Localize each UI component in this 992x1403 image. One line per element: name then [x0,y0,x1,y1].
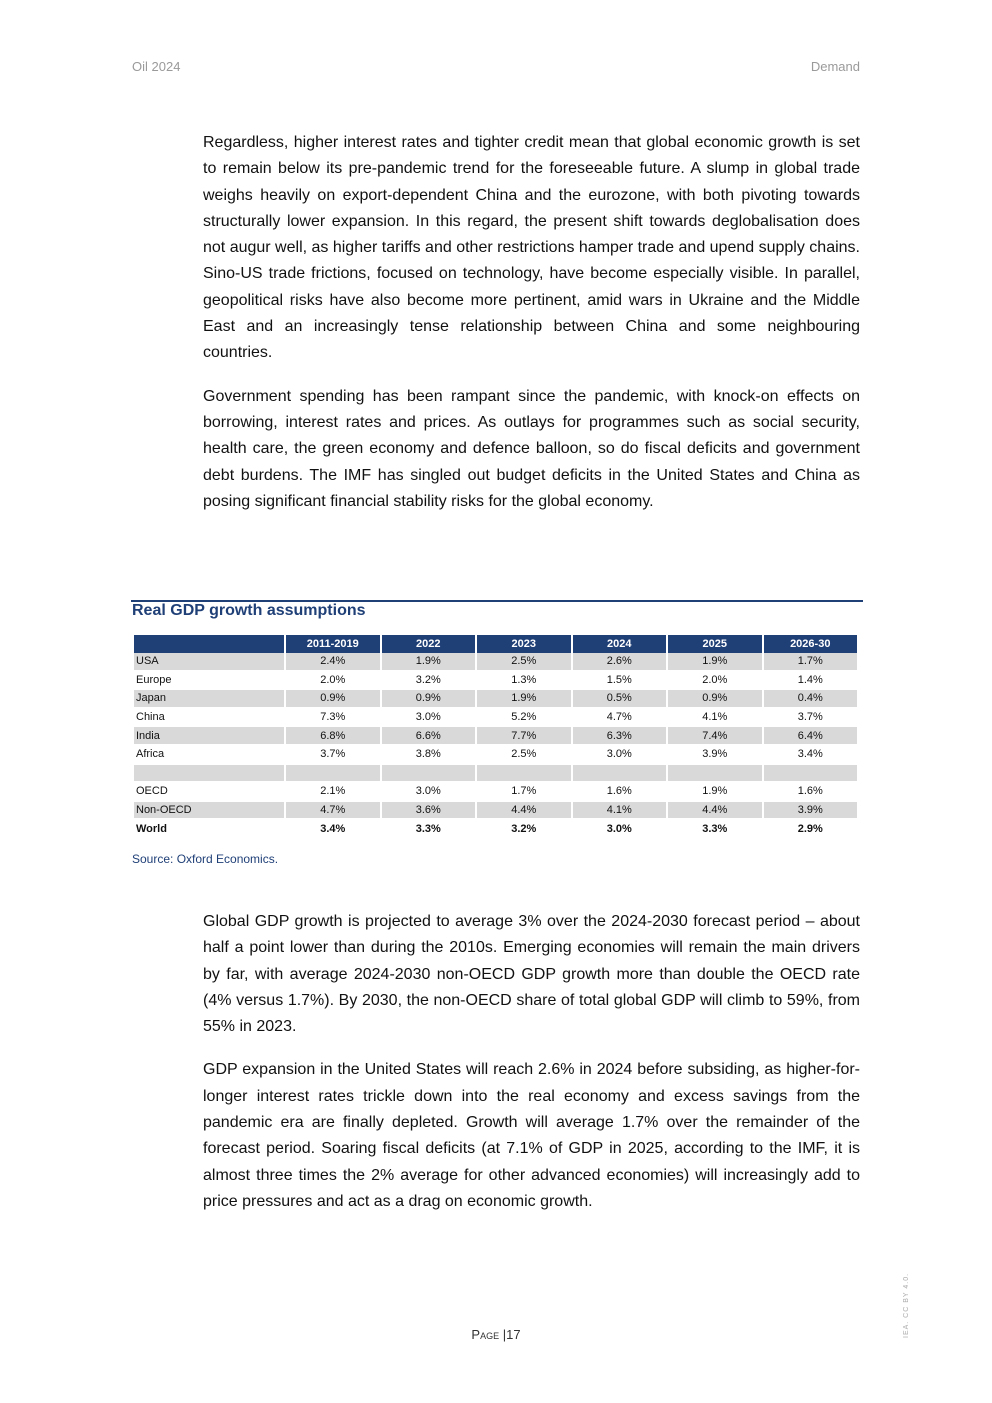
table-cell: 3.6% [382,802,476,821]
row-label: USA [134,653,284,672]
table-cell: 7.7% [477,727,571,746]
table-cell: 1.7% [764,653,858,672]
table-cell: 3.0% [573,820,667,839]
page-number: 17 [506,1327,521,1342]
row-label: Africa [134,746,284,765]
table-cell: 2.4% [286,653,380,672]
table-cell [573,765,667,784]
table-cell: 2.5% [477,653,571,672]
table-row [134,820,857,839]
body-text-top [203,130,860,532]
column-header: 2024 [573,635,667,653]
row-label: OECD [134,783,284,802]
table-cell: 0.9% [286,690,380,709]
table-cell: 3.7% [764,709,858,728]
table-cell: 5.2% [477,709,571,728]
table-cell: 1.9% [668,653,762,672]
table-cell: 0.5% [573,690,667,709]
table-cell: 3.2% [382,672,476,691]
row-label: Non-OECD [134,802,284,821]
table-cell: 1.4% [764,672,858,691]
page-separator: | [502,1327,507,1342]
running-header-section: Demand [810,59,860,74]
table-cell: 1.5% [573,672,667,691]
paragraph: Government spending has been rampant since the pandemic, with knock-on effects on borrowing, interest rates and prices. As outlays for programmes such as social security, health care, the green economy and defence balloon, so do fiscal deficits and government debt burdens. The IMF has singled out budget deficits in the United States and China as posing significant financial stability risks for the global economy. [203,387,860,510]
table-cell: 2.0% [286,672,380,691]
table-cell [764,765,858,784]
table-cell: 2.1% [286,783,380,802]
table-cell: 4.7% [286,802,380,821]
table-cell: 2.5% [477,746,571,765]
column-header: 2025 [668,635,762,653]
table-row [134,709,857,728]
table-cell: 0.4% [764,690,858,709]
column-header [134,635,284,653]
table-cell: 6.8% [286,727,380,746]
table-row [134,690,857,709]
table-cell: 4.1% [573,802,667,821]
table-cell: 0.9% [668,690,762,709]
table-cell: 1.9% [382,653,476,672]
table-cell: 3.3% [668,820,762,839]
table-cell: 1.9% [477,690,571,709]
table-cell: 3.9% [668,746,762,765]
table-cell: 4.1% [668,709,762,728]
license-note: IEA. CC BY 4.0. [903,1272,910,1338]
row-label [134,765,284,784]
table-title: Real GDP growth assumptions [132,602,366,619]
column-header: 2022 [382,635,476,653]
paragraph: Global GDP growth is projected to average 3% over the 2024-2030 forecast period – about half a point lower than during the 2010s. Emerging economies will remain the main drivers by far, with average 2024-2030 non-OECD GDP growth more than double the OECD rate (4% versus 1.7%). By 2030, the non-OECD share of total global GDP will climb to 59%, from 55% in 2023. [203,913,860,1036]
row-label: China [134,709,284,728]
table-cell: 3.9% [764,802,858,821]
row-label: Japan [134,690,284,709]
table-row [134,746,857,765]
table-cell: 3.0% [382,709,476,728]
table-cell: 6.4% [764,727,858,746]
table-cell [382,765,476,784]
table-row [134,727,857,746]
table-cell: 3.2% [477,820,571,839]
table-cell: 4.7% [573,709,667,728]
table-cell: 3.0% [573,746,667,765]
running-header-title: Oil 2024 [132,59,181,74]
table-cell: 2.0% [668,672,762,691]
table-cell: 0.9% [382,690,476,709]
body-text-bottom [203,909,860,1232]
row-label: Europe [134,672,284,691]
paragraph: GDP expansion in the United States will reach 2.6% in 2024 before subsiding, as higher-for-longer interest rates trickle down into the real economy and excess savings from the pandemic era are finally depleted. Growth will average 1.7% over the remainder of the forecast period. Soaring fiscal deficits (at 7.1% of GDP in 2025, according to the IMF, it is almost three times the 2% average for other advanced economies) will increasingly add to price pressures and act as a drag on economic growth. [203,1061,860,1210]
table-cell: 3.0% [382,783,476,802]
table-cell [477,765,571,784]
table-cell: 3.3% [382,820,476,839]
table-header-row [134,635,857,653]
table-row [134,783,857,802]
table-cell: 1.6% [764,783,858,802]
column-header: 2026-30 [764,635,858,653]
table-row [134,653,857,672]
row-label: India [134,727,284,746]
table-cell: 2.6% [573,653,667,672]
table-cell: 6.6% [382,727,476,746]
table-cell: 3.8% [382,746,476,765]
column-header: 2023 [477,635,571,653]
table-cell [668,765,762,784]
table-cell: 1.7% [477,783,571,802]
table-cell: 6.3% [573,727,667,746]
table-source-note: Source: Oxford Economics. [132,852,279,866]
table-cell: 4.4% [668,802,762,821]
page-footer [0,1327,992,1342]
paragraph: Regardless, higher interest rates and tighter credit mean that global economic growth is set to remain below its pre-pandemic trend for the foreseeable future. A slump in global trade weighs heavily on export-dependent China and the eurozone, with both pivoting towards structurally lower expansion. In this regard, the present shift towards deglobalisation does not augur well, as higher tariffs and other restrictions hamper trade and upend supply chains. Sino-US trade frictions, focused on technology, have become especially visible. In parallel, geopolitical risks have also become more pertinent, amid wars in Ukraine and the Middle East and an increasingly tense relationship between China and some neighbouring countries. [203,134,860,362]
row-label: World [134,820,284,839]
page-label: Page [471,1327,500,1342]
table-row [134,765,857,784]
table-cell: 7.3% [286,709,380,728]
table-cell: 3.7% [286,746,380,765]
table-cell [286,765,380,784]
table-row [134,672,857,691]
table-row [134,802,857,821]
table-cell: 1.3% [477,672,571,691]
table-cell: 3.4% [764,746,858,765]
table-cell: 4.4% [477,802,571,821]
column-header: 2011-2019 [286,635,380,653]
table-cell: 2.9% [764,820,858,839]
table-cell: 3.4% [286,820,380,839]
table-cell: 1.6% [573,783,667,802]
table-cell: 7.4% [668,727,762,746]
gdp-growth-table [132,635,859,839]
table-cell: 1.9% [668,783,762,802]
